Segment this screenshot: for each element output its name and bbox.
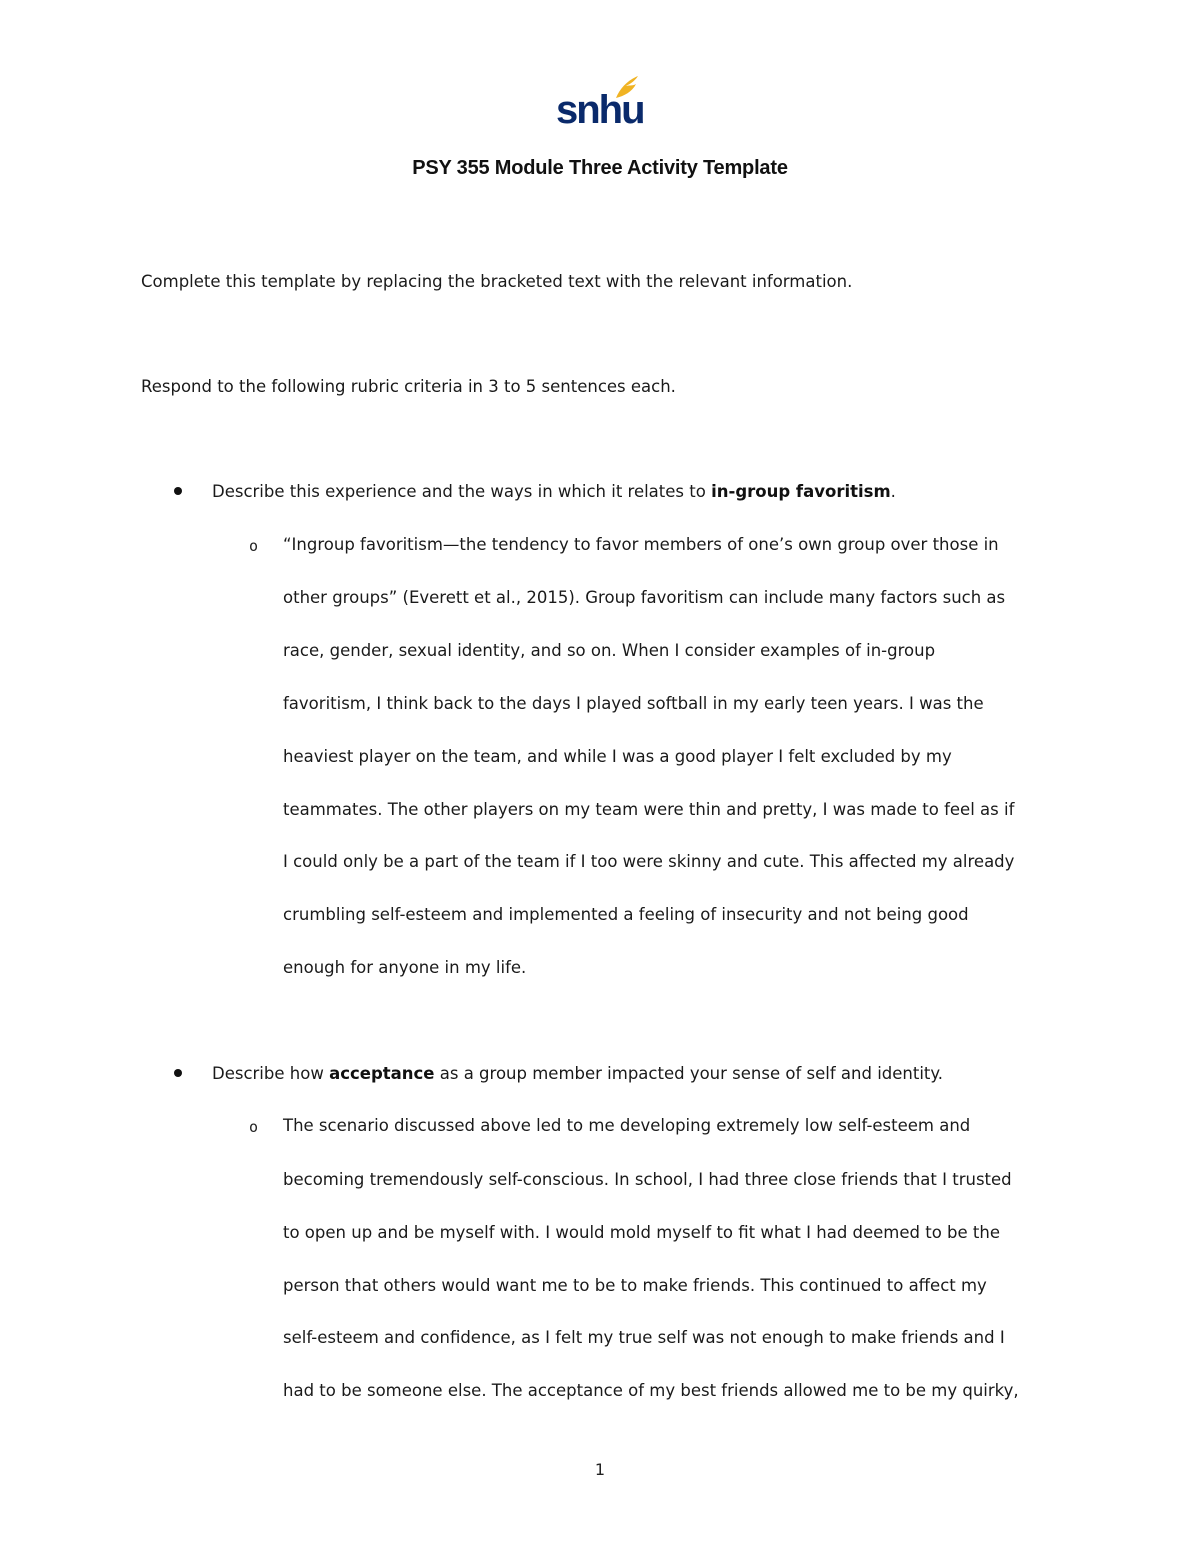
response-line: enough for anyone in my life.: [283, 958, 527, 977]
prompt-text: Describe how: [212, 1064, 330, 1083]
rubric-prompt: [212, 1064, 943, 1083]
response-line: I could only be a part of the team if I too were skinny and cute. This affected my already: [283, 852, 1015, 871]
bullet-marker: [174, 1069, 182, 1077]
logo-text: snhu: [556, 88, 644, 132]
response-line: The scenario discussed above led to me developing extremely low self-esteem and: [283, 1116, 971, 1135]
bullet-marker: [174, 487, 182, 495]
response-line: heaviest player on the team, and while I was a good player I felt excluded by my: [283, 747, 952, 766]
prompt-text: Describe this experience and the ways in which it relates to: [212, 482, 712, 501]
sub-bullet-marker: o: [249, 1118, 259, 1136]
response-line: person that others would want me to be to make friends. This continued to affect my: [283, 1276, 987, 1295]
snhu-logo: [556, 74, 644, 134]
prompt-text: .: [890, 482, 896, 501]
response-line: other groups” (Everett et al., 2015). Group favoritism can include many factors such as: [283, 588, 1006, 607]
response-line: crumbling self-esteem and implemented a feeling of insecurity and not being good: [283, 905, 969, 924]
response-line: “Ingroup favoritism—the tendency to favor members of one’s own group over those in: [283, 535, 999, 554]
sub-bullet-marker: o: [249, 537, 259, 555]
response-line: favoritism, I think back to the days I played softball in my early teen years. I was the: [283, 694, 984, 713]
response-line: becoming tremendously self-conscious. In school, I had three close friends that I trusted: [283, 1170, 1012, 1189]
response-line: to open up and be myself with. I would mold myself to fit what I had deemed to be the: [283, 1223, 1001, 1242]
prompt-text: as a group member impacted your sense of self and identity.: [434, 1064, 944, 1083]
document-title: PSY 355 Module Three Activity Template: [412, 157, 788, 179]
instruction-text: Complete this template by replacing the bracketed text with the relevant information.: [141, 272, 853, 291]
prompt-keyword: acceptance: [329, 1064, 435, 1083]
instruction-text: Respond to the following rubric criteria in 3 to 5 sentences each.: [141, 377, 676, 396]
rubric-prompt: [212, 482, 896, 501]
response-line: self-esteem and confidence, as I felt my true self was not enough to make friends and I: [283, 1328, 1005, 1347]
response-line: had to be someone else. The acceptance of my best friends allowed me to be my quirky,: [283, 1381, 1019, 1400]
response-line: race, gender, sexual identity, and so on. When I consider examples of in-group: [283, 641, 936, 660]
prompt-keyword: in-group favoritism: [711, 482, 891, 501]
page-number: 1: [594, 1460, 606, 1479]
response-line: teammates. The other players on my team were thin and pretty, I was made to feel as if: [283, 800, 1015, 819]
